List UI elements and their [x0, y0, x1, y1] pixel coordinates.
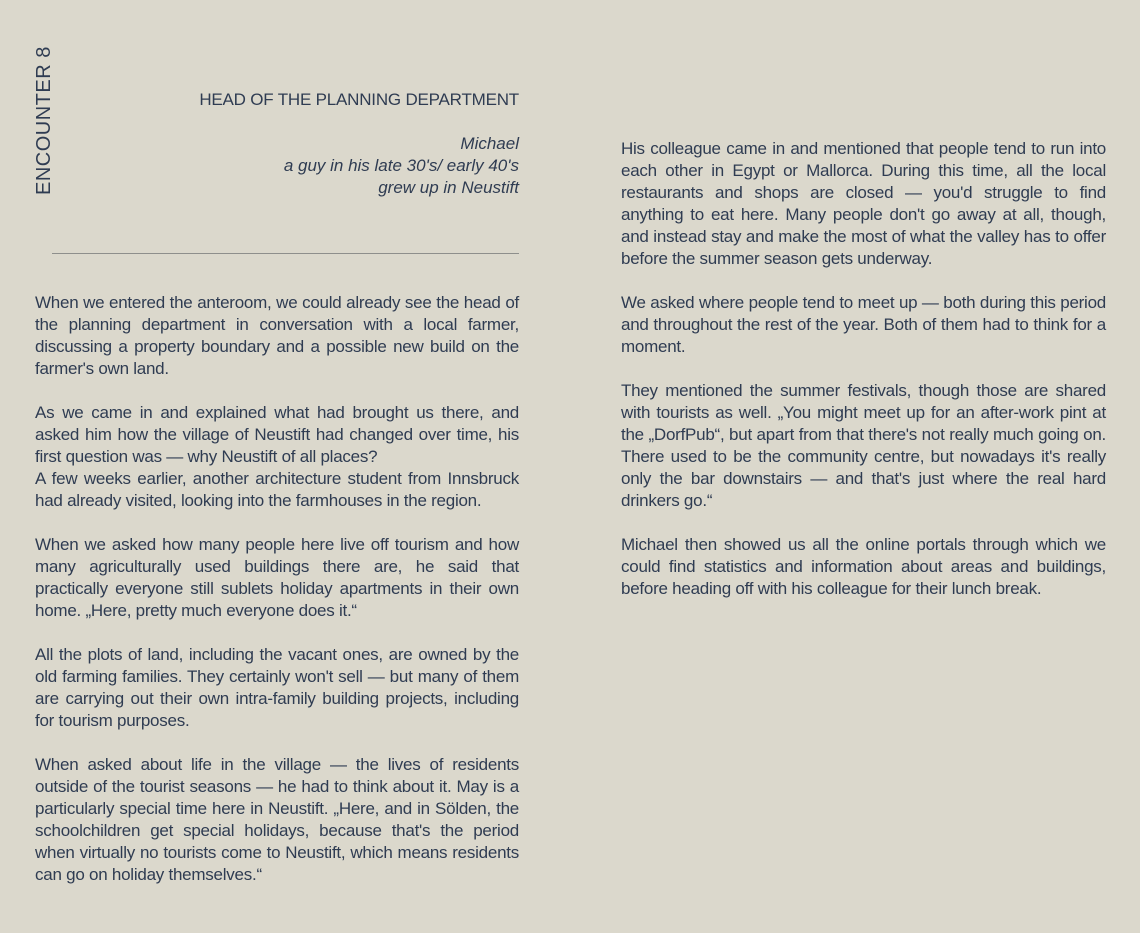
paragraph: His colleague came in and mentioned that people tend to run into each other in Egypt or Mallorca. During this time, all the local restaurants and shops are closed — you'd struggle to find anything to eat here. Many people don't go away at all, though, and instead stay and make the most of what the valley has to offer before the summer season gets underway. — [621, 139, 1106, 268]
paragraph: When asked about life in the village — the lives of residents outside of the tourist seasons — he had to think about it. May is a particularly special time here in Neustift. „Here, and in Sölden, the schoolchildren get special holidays, because that's the period when virtually no tourists come to Neustift, which means residents can go on holiday themselves.“ — [35, 755, 519, 884]
paragraph — [35, 402, 519, 512]
paragraph: When we asked how many people here live off tourism and how many agriculturally used buildings there are, he said that practically everyone still sublets holiday apartments in their own home. „Here, pretty much everyone does it.“ — [35, 535, 519, 620]
interviewee-name: Michael — [460, 134, 519, 153]
right-column — [621, 138, 1106, 622]
interviewee-origin: grew up in Neustift — [378, 178, 519, 197]
interviewee-description — [52, 133, 519, 199]
page-title: HEAD OF THE PLANNING DEPARTMENT — [199, 90, 519, 109]
section-label: ENCOUNTER 8 — [33, 46, 55, 195]
paragraph: Michael then showed us all the online portals through which we could find statistics and information about areas and buildings, before heading off with his colleague for their lunch break. — [621, 535, 1106, 598]
paragraph-line: As we came in and explained what had brought us there, and asked him how the village of Neustift had changed over time, his first question was — why Neustift of all places? — [35, 403, 519, 466]
paragraph: All the plots of land, including the vacant ones, are owned by the old farming families. They certainly won't sell — but many of them are carrying out their own intra-family building projects, including for tourism purposes. — [35, 645, 519, 730]
paragraph-line: A few weeks earlier, another architecture student from Innsbruck had already visited, looking into the farmhouses in the region. — [35, 469, 519, 510]
interviewee-age: a guy in his late 30's/ early 40's — [283, 156, 519, 175]
paragraph: We asked where people tend to meet up — both during this period and throughout the rest of the year. Both of them had to think for a moment. — [621, 293, 1106, 356]
paragraph: When we entered the anteroom, we could already see the head of the planning department in conversation with a local farmer, discussing a property boundary and a possible new build on the farmer's own land. — [35, 293, 519, 378]
divider — [52, 253, 519, 254]
paragraph: They mentioned the summer festivals, though those are shared with tourists as well. „You might meet up for an after-work pint at the „DorfPub“, but apart from that there's not really much going on. There used to be the community centre, but nowadays it's really only the bar downstairs — and that's just where the real hard drinkers go.“ — [621, 381, 1106, 510]
left-column — [35, 292, 519, 908]
